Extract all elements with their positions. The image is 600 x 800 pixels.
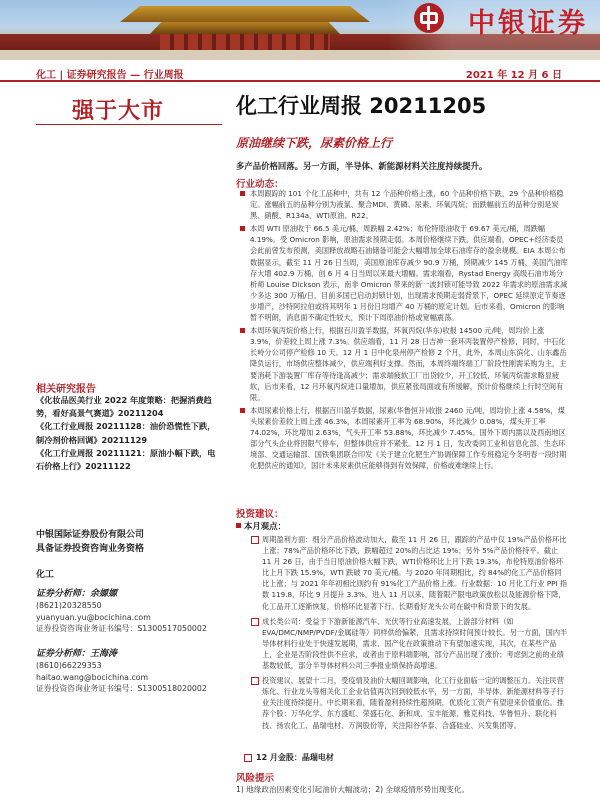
section-investment-heading: 投资建议： <box>236 509 284 520</box>
report-category: 化工 | 证券研究报告 — 行业周报 <box>36 70 184 81</box>
monthly-view-heading: 本月观点： <box>244 521 286 531</box>
brand-logo-text: 中银证券 <box>468 8 588 39</box>
trend-item: 本周环氧丙烷价格上行，根据百川盈孚数据，环氧丙烷(华东)收报 14500 元/吨，周均价上涨 3.9%，价差较上周上涨 7.3%。供应端看，11 月 28 日吉神一套环丙装置停产检修，同时，中石化长岭分公司停产检修 10 天。12 月 1 日中化泉州停产检修 2 个月，此外，本周山东滨化、山东鑫岳降负运行，市场供应整体减少，供应端利好支撑。然而，本周终端终端工厂阶段性刚需采购为主，主要消耗下游装置厂库存等待逢高减少；需求端疲软工厂出货较少，开工较低，环氧丙烷需求略显疲软，后市来看，12 月环氧丙烷进口量增加，供应紧张局面或有所缓解，预计价格继续上行时空间有限。 <box>236 325 568 403</box>
department-label: 化工 <box>36 570 55 580</box>
rating-divider <box>36 124 222 125</box>
investment-item: 周期盈利方面：细分产品价格波动加大，截至 11 月 26 日，跟踪的产品中仅 19%产品价格环比上涨；78%产品价格环比下跌，跌幅超过 20%的占比达 19%；另外 5%产品价格持平。截止 11 月 26 日，由于当日原油价格大幅下跌，WTI价格环比上月下跌 19.3%，布伦特原油价格环比上月下跌 15.9%，WTI 跌破 70 美元/桶。与 2020 年同期相比，约 84%的化工产品价格同比上涨；与 2021 年年初相比则约有 91%化工产品价格上涨。行业数据：10 月化工行业 PPI 指数 119.8，环比 9 月提升 3.3%。进入 11 月以来，随着限产限电政策放松以及能源价格下降，化工品开工逐渐恢复，价格环比显著下行。长期看好龙头公司在碳中和背景下的发展。 <box>248 534 568 612</box>
trends-list <box>236 188 568 473</box>
investment-item: 投资建议，展望十二月，受疫情及油价大幅回调影响，化工行业面临一定的调整压力。关注民营炼化、行业龙头等相关化工企业估值再次回到较低水平，另一方面，半导体、新能源材料等子行业关注度持续提升。中长期来看，随着盈利持续性超预期，优质化工资产有望迎来价值重估。推荐个股：万华化学、东方盛虹、荣盛石化、新和成、宝丰能源、雅克科技、华鲁恒升、联化科技、扬农化工、晶瑞电材、万润股份等，关注阳谷华泰、合盛硅业、兴发集团等。 <box>248 675 568 730</box>
brand-logo <box>388 0 600 60</box>
analyst-cert: 证券投资咨询业务证书编号：S1300517050002 <box>36 624 207 633</box>
palace-roof-lower-image <box>150 22 340 34</box>
trend-item: 本周跟踪的 101 个化工品种中，共有 12 个品种价格上涨，60 个品种价格下跌，29 个品种价格稳定。涨幅前五的品种分别为液氯、聚合MDI、黄磷、尿素、环氧丙烷；而跌幅前五的品种分别是炭黑、硝酸、R134a、WTI原油、R22。 <box>236 188 568 221</box>
analyst-email[interactable]: yuanyuan.yu@bocichina.com <box>36 612 151 622</box>
palace-roof-image <box>120 6 370 22</box>
analyst-phone: (8621)20328550 <box>36 601 102 610</box>
header-banner <box>0 0 600 60</box>
report-summary: 多产品价格回落。另一方面，半导体、新能源材料关注度持续提升。 <box>236 161 488 171</box>
trend-item: 本周 WTI 原油收于 66.5 美元/桶，周跌幅 2.42%；布伦特原油收于 69.67 美元/桶，周跌幅 4.19%。受 Omicron 影响，原油需求预期走弱。本周价格继续下跌。供应端看，OPEC+经济委员会此前曾发布预测，美国释放战略石油储备可能会大幅增加全球石油库存的盈余规模。EIA 本周公布数据显示，截至 11 月 26 日当周，美国原油库存减少 90.9 万桶，预期减少 145 万桶，美国汽油库存大增 402.9 万桶，创 6 月 4 日当周以来最大增幅。需求端看，Rystad Energy 高级石油市场分析师 Louise Dickson 表示，南非 Omicron 带来的新一波封锁可能导致 2022 年需求的原油需求减少多达 300 万桶/日，目前多国已启动封锁计划，出现需求预期走弱背景下，OPEC 延续原定节奏逐步增产，沙特阿拉伯或将其明年 1 月份日均增产 40 万桶的原定计划。后市来看，Omicron 的影响暂不明朗，消息面不确定性较大，预计下周原油价格或宽幅震荡。 <box>236 223 568 323</box>
investment-item: 成长类公司：受益于下游新能源汽车、光伏等行业高速发展，上游部分材料（如 EVA/DMC/NMP/PVDF/金属硅等）同样供给偏紧，且需求持续时间预计较长。另一方面，国内半导体材料行业处于快速发展期，需求、国产化在政策推动下有望加速实现，其次，在某些产品上，企业是否阶段性供不应求，或者由于原料端影响，部分产品出现了涨价；考虑到之前的业绩基数较低，部分半导体材料公司三季报业绩保持高增速。 <box>248 616 568 671</box>
analyst-name: 证券分析师：王海涛 <box>36 649 118 659</box>
top-pick-stock: 12 月金股：晶瑞电材 <box>256 753 334 762</box>
trend-item: 本周尿素价格上行，根据百川盈孚数据，尿素(华鲁恒升)收报 2460 元/吨，周均价上涨 4.58%，煤头尿素价差较上周上涨 46.3%，本周尿素开工率为 68.90%，环比减少 0.08%，煤头开工率 74.02%，环比增加 2.63%，气头开工率 53.88%，环比减少 7.45%。国外下周内需以及西南地区部分气头企业将因限气停车，但整体供应并不紧张。12 月 1 日，发改委同工业和信息化部、生态环境部、交通运输部、国铁集团联合印发《关于建立化肥生产协调保障工作专班稳定今冬明春一段时期化肥供应的通知》，国计未来尿素供应能够得到有效保障，价格或难继续上行。 <box>236 405 568 472</box>
risk-text: 1) 地缘政治因素变化引起油价大幅波动；2) 全球疫情形势出现变化。 <box>236 785 470 794</box>
industry-rating: 强于大市 <box>72 99 165 124</box>
bank-logo-icon <box>414 3 444 33</box>
analyst-email[interactable]: haitao.wang@bocichina.com <box>36 672 149 682</box>
analyst-contact <box>36 600 222 635</box>
related-report-item[interactable]: 《化工行业周报 20211121：原油小幅下跌，电石价格上行》20211122 <box>36 447 216 472</box>
section-risk-heading: 风险提示 <box>236 773 275 784</box>
analyst-cert: 证券投资咨询业务证书编号：S1300518020002 <box>36 684 207 693</box>
report-header-strip <box>0 62 600 82</box>
analyst-name: 证券分析师：余嫄嫄 <box>36 589 118 599</box>
report-subtitle: 原油继续下跌，尿素价格上行 <box>236 136 393 150</box>
section-trends-heading: 行业动态： <box>236 179 284 190</box>
related-reports-list <box>36 394 222 473</box>
report-title: 化工行业周报 20211205 <box>236 94 487 118</box>
investment-list <box>248 534 568 735</box>
analyst-phone: (8610)66229353 <box>36 661 102 670</box>
related-reports-title: 相关研究报告 <box>36 384 96 395</box>
company-qualification: 中银国际证券股份有限公司 具备证券投资咨询业务资格 <box>36 530 145 554</box>
analyst-contact <box>36 660 222 695</box>
related-report-item[interactable]: 《化工行业周报 20211128：油价恐慌性下跌，制冷剂价格回调》20211129 <box>36 421 216 445</box>
related-report-item[interactable]: 《化妆品医美行业 2022 年度策略：把握消费趋势，看好高景气赛道》20211204 <box>36 395 212 419</box>
report-date: 2021 年 12 月 6 日 <box>465 70 562 81</box>
